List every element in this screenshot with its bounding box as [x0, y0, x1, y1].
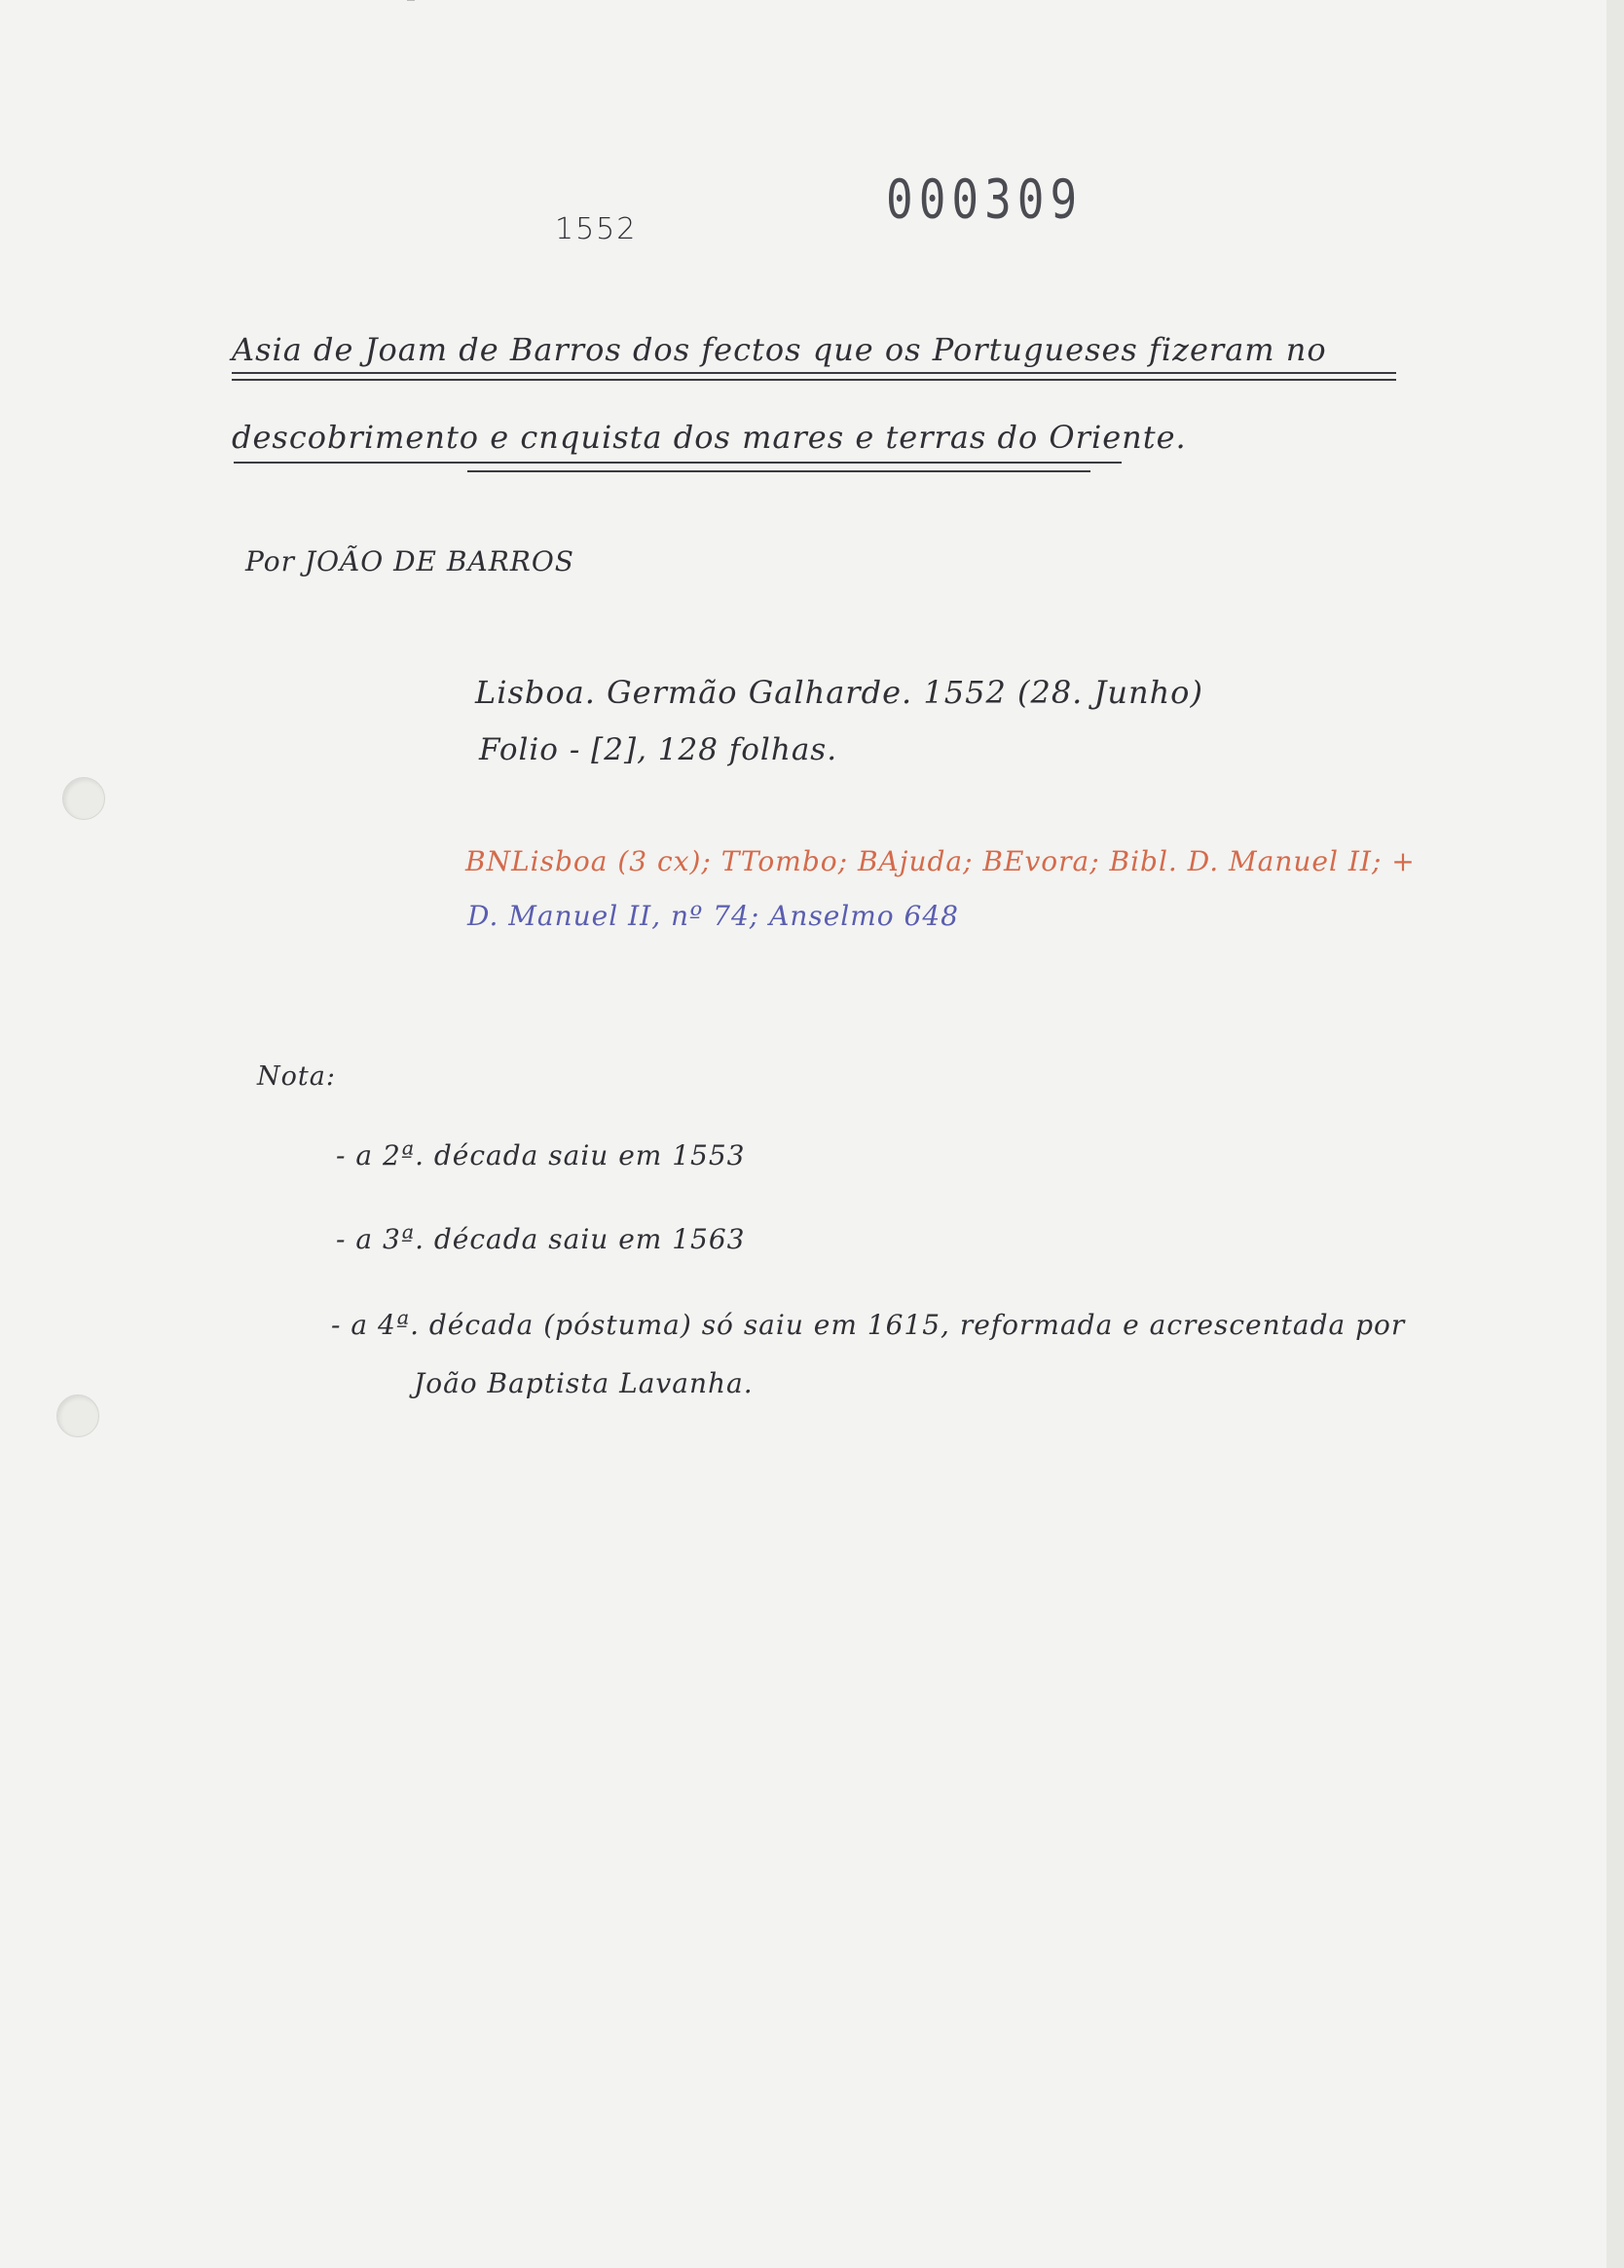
- title-line-2-underline: [234, 462, 1122, 464]
- title-line-1-underline-2: [232, 379, 1396, 381]
- imprint-line: Lisboa. Germão Galharde. 1552 (28. Junho): [475, 674, 1203, 711]
- note-item: - a 4ª. década (póstuma) só saiu em 1615, reformada e acrescentada por: [331, 1309, 1406, 1341]
- punch-hole-bottom: [56, 1394, 99, 1437]
- scan-mark: [407, 0, 415, 1]
- title-line-1-underline: [232, 372, 1396, 374]
- note-item: - a 3ª. década saiu em 1563: [336, 1223, 746, 1255]
- title-line-2: descobrimento e cnquista dos mares e terras do Oriente.: [232, 419, 1187, 456]
- punch-hole-top: [62, 777, 105, 820]
- note-item: - a 2ª. década saiu em 1553: [336, 1139, 746, 1171]
- catalog-year: 1552: [555, 212, 638, 246]
- title-line-2-underline-2: [467, 470, 1090, 472]
- holdings-blue-line: D. Manuel II, nº 74; Anselmo 648: [467, 900, 959, 932]
- author-line: Por JOÃO DE BARROS: [245, 545, 574, 577]
- stamp-number: 000309: [886, 167, 1084, 231]
- holdings-red-line: BNLisboa (3 cx); TTombo; BAjuda; BEvora; Bibl. D. Manuel II; +: [465, 845, 1416, 877]
- page-edge: [1606, 0, 1624, 2268]
- title-line-1: Asia de Joam de Barros dos fectos que os Portugueses fizeram no: [232, 331, 1327, 368]
- nota-label: Nota:: [257, 1061, 336, 1092]
- note-item-continuation: João Baptista Lavanha.: [414, 1367, 754, 1399]
- collation-line: Folio - [2], 128 folhas.: [479, 732, 838, 767]
